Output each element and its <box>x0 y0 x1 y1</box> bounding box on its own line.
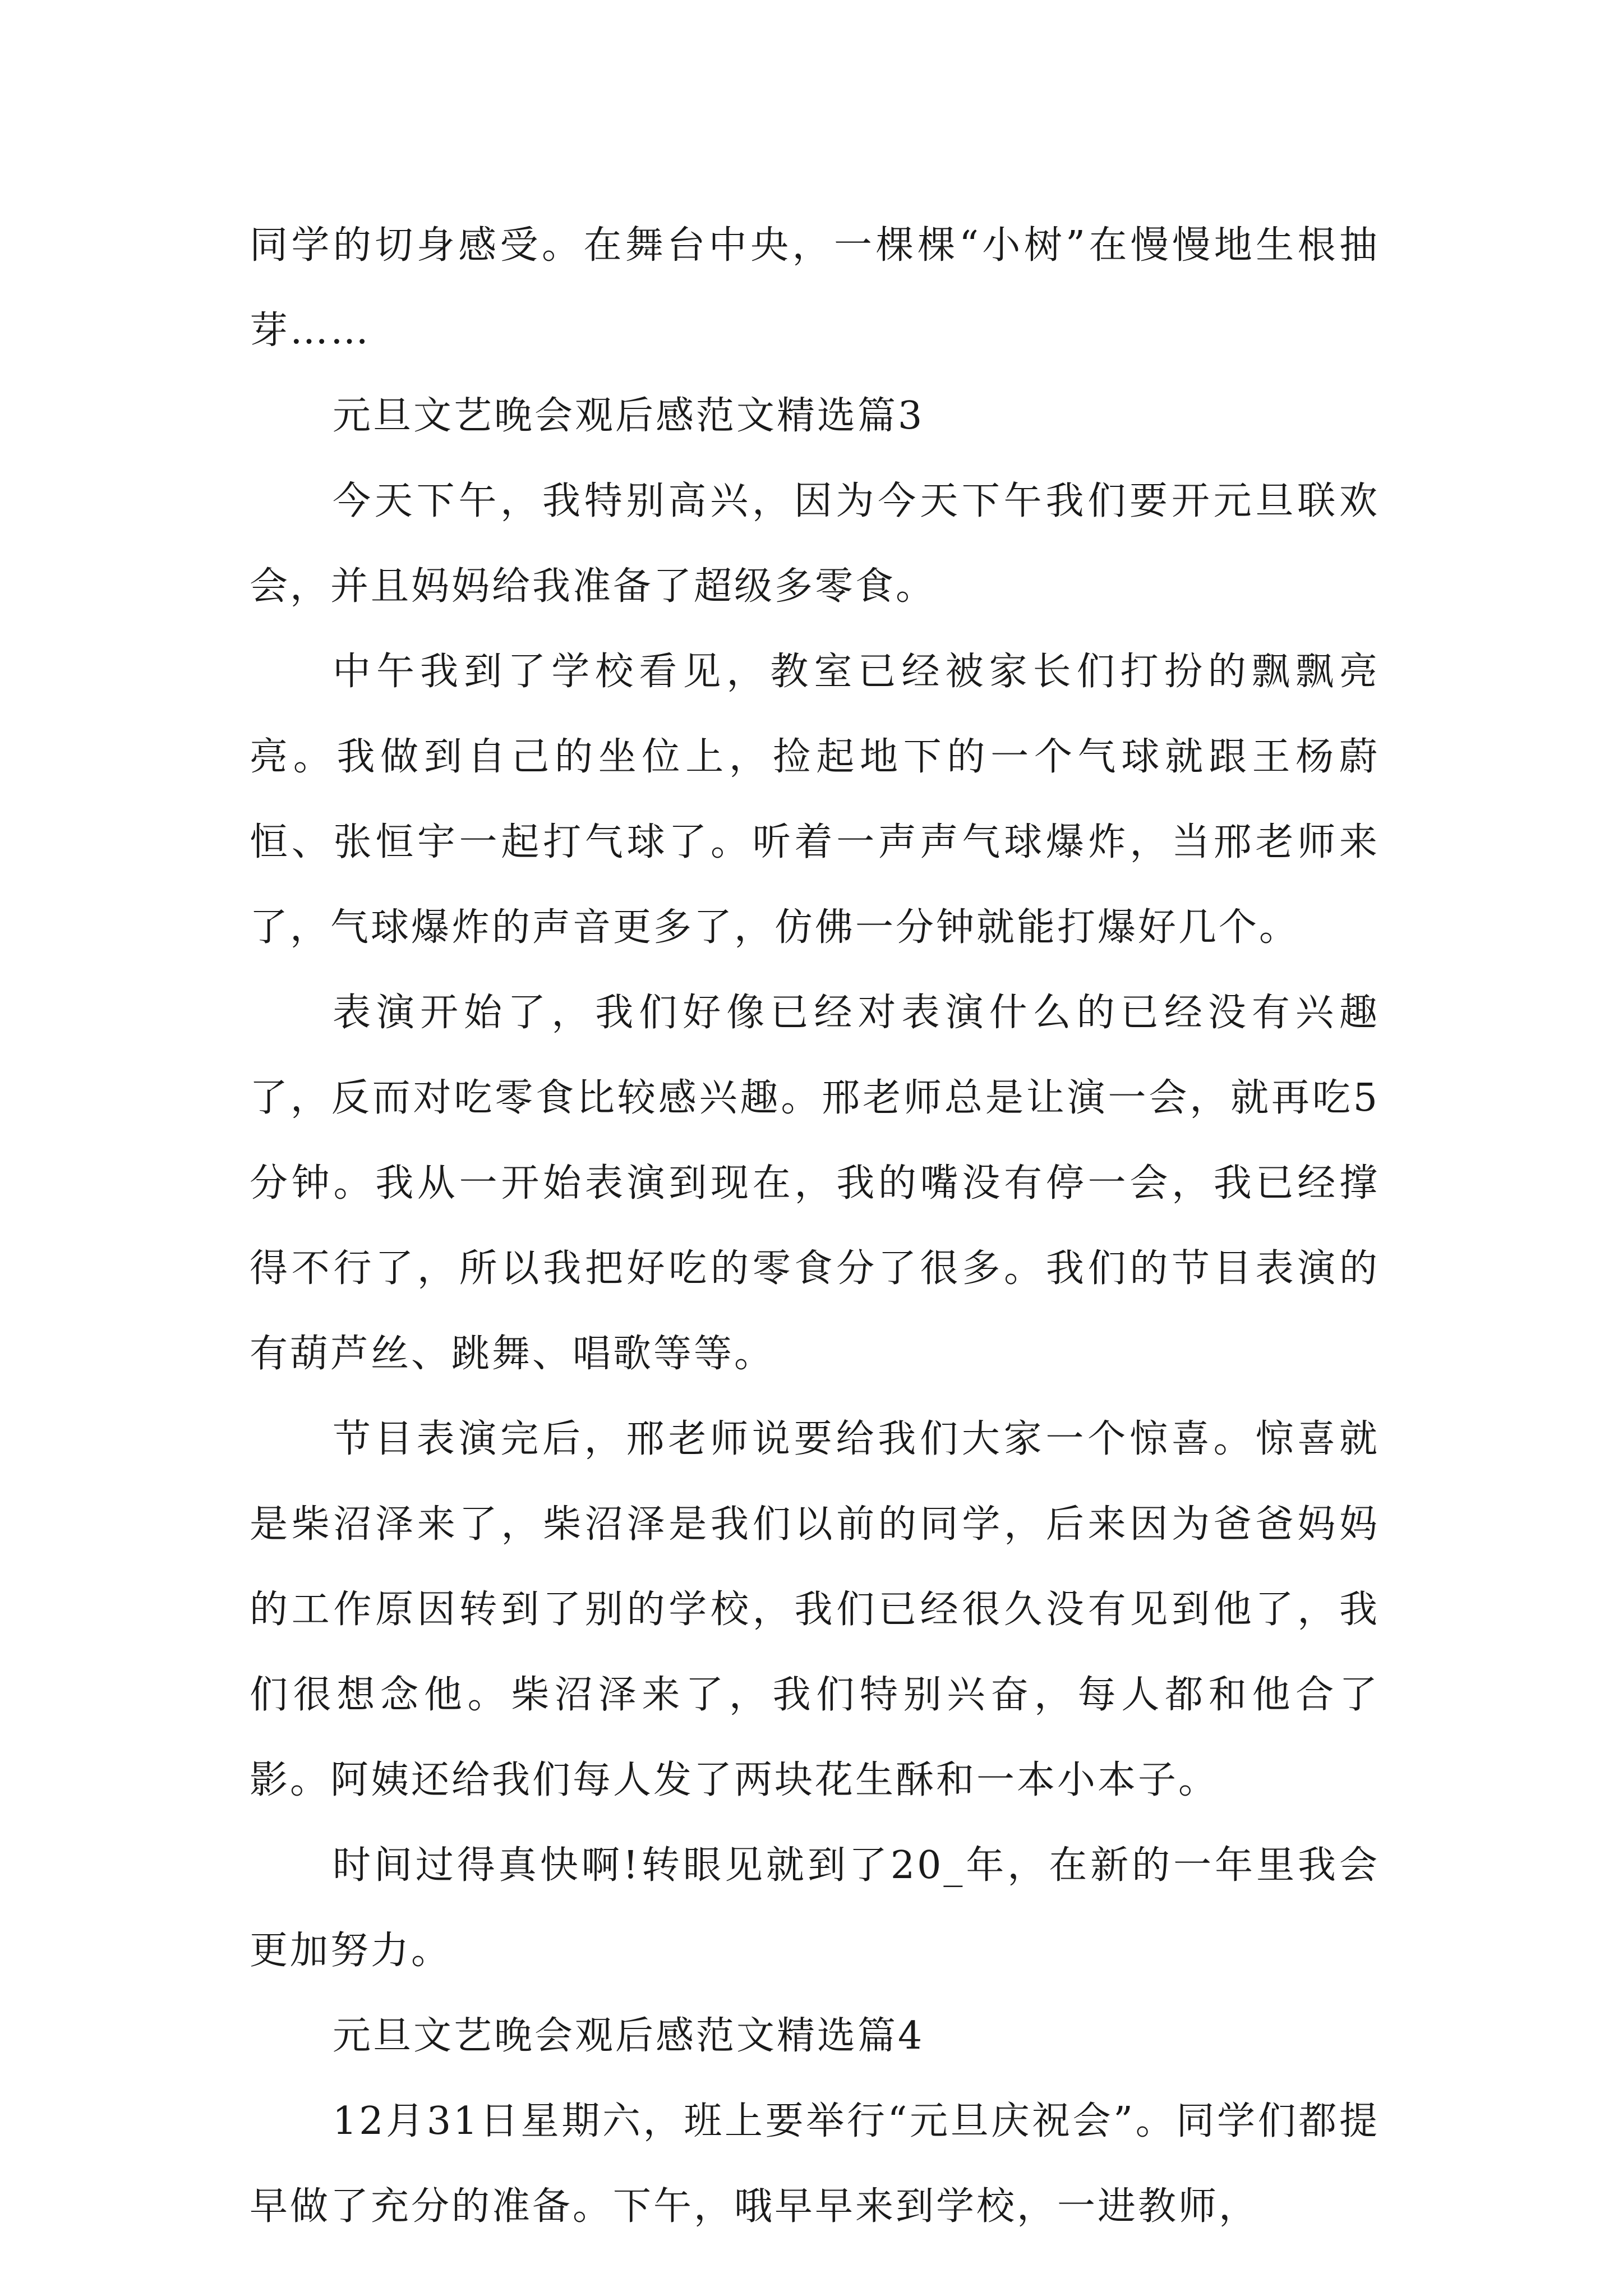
section-heading-3: 元旦文艺晚会观后感范文精选篇3 <box>333 394 925 438</box>
paragraph: 表演开始了，我们好像已经对表演什么的已经没有兴趣了，反而对吃零食比较感兴趣。邢老师总是让演一会，就再吃5分钟。我从一开始表演到现在，我的嘴没有停一会，我已经撑得不行了，所以我把好吃的零食分了很多。我们的节目表演的有葫芦丝、跳舞、唱歌等等。 <box>250 991 1380 1376</box>
paragraph: 中午我到了学校看见，教室已经被家长们打扮的飘飘亮亮。我做到自己的坐位上，捡起地下的一个气球就跟王杨蔚恒、张恒宇一起打气球了。听着一声声气球爆炸，当邢老师来了，气球爆炸的声音更多了，仿佛一分钟就能打爆好几个。 <box>250 650 1380 950</box>
document-body <box>250 203 1380 2249</box>
section-heading-4: 元旦文艺晚会观后感范文精选篇4 <box>333 2014 925 2058</box>
paragraph: 12月31日星期六，班上要举行“元旦庆祝会”。同学们都提早做了充分的准备。下午，哦早早来到学校，一进教师， <box>250 2099 1380 2229</box>
paragraph-continuation: 同学的切身感受。在舞台中央，一棵棵“小树”在慢慢地生根抽芽…… <box>250 223 1380 353</box>
paragraph: 今天下午，我特别高兴，因为今天下午我们要开元旦联欢会，并且妈妈给我准备了超级多零食。 <box>250 479 1380 609</box>
paragraph: 时间过得真快啊!转眼见就到了20_年，在新的一年里我会更加努力。 <box>250 1843 1380 1973</box>
paragraph: 节目表演完后，邢老师说要给我们大家一个惊喜。惊喜就是柴沼泽来了，柴沼泽是我们以前的同学，后来因为爸爸妈妈的工作原因转到了别的学校，我们已经很久没有见到他了，我们很想念他。柴沼泽来了，我们特别兴奋，每人都和他合了影。阿姨还给我们每人发了两块花生酥和一本小本子。 <box>250 1417 1380 1802</box>
